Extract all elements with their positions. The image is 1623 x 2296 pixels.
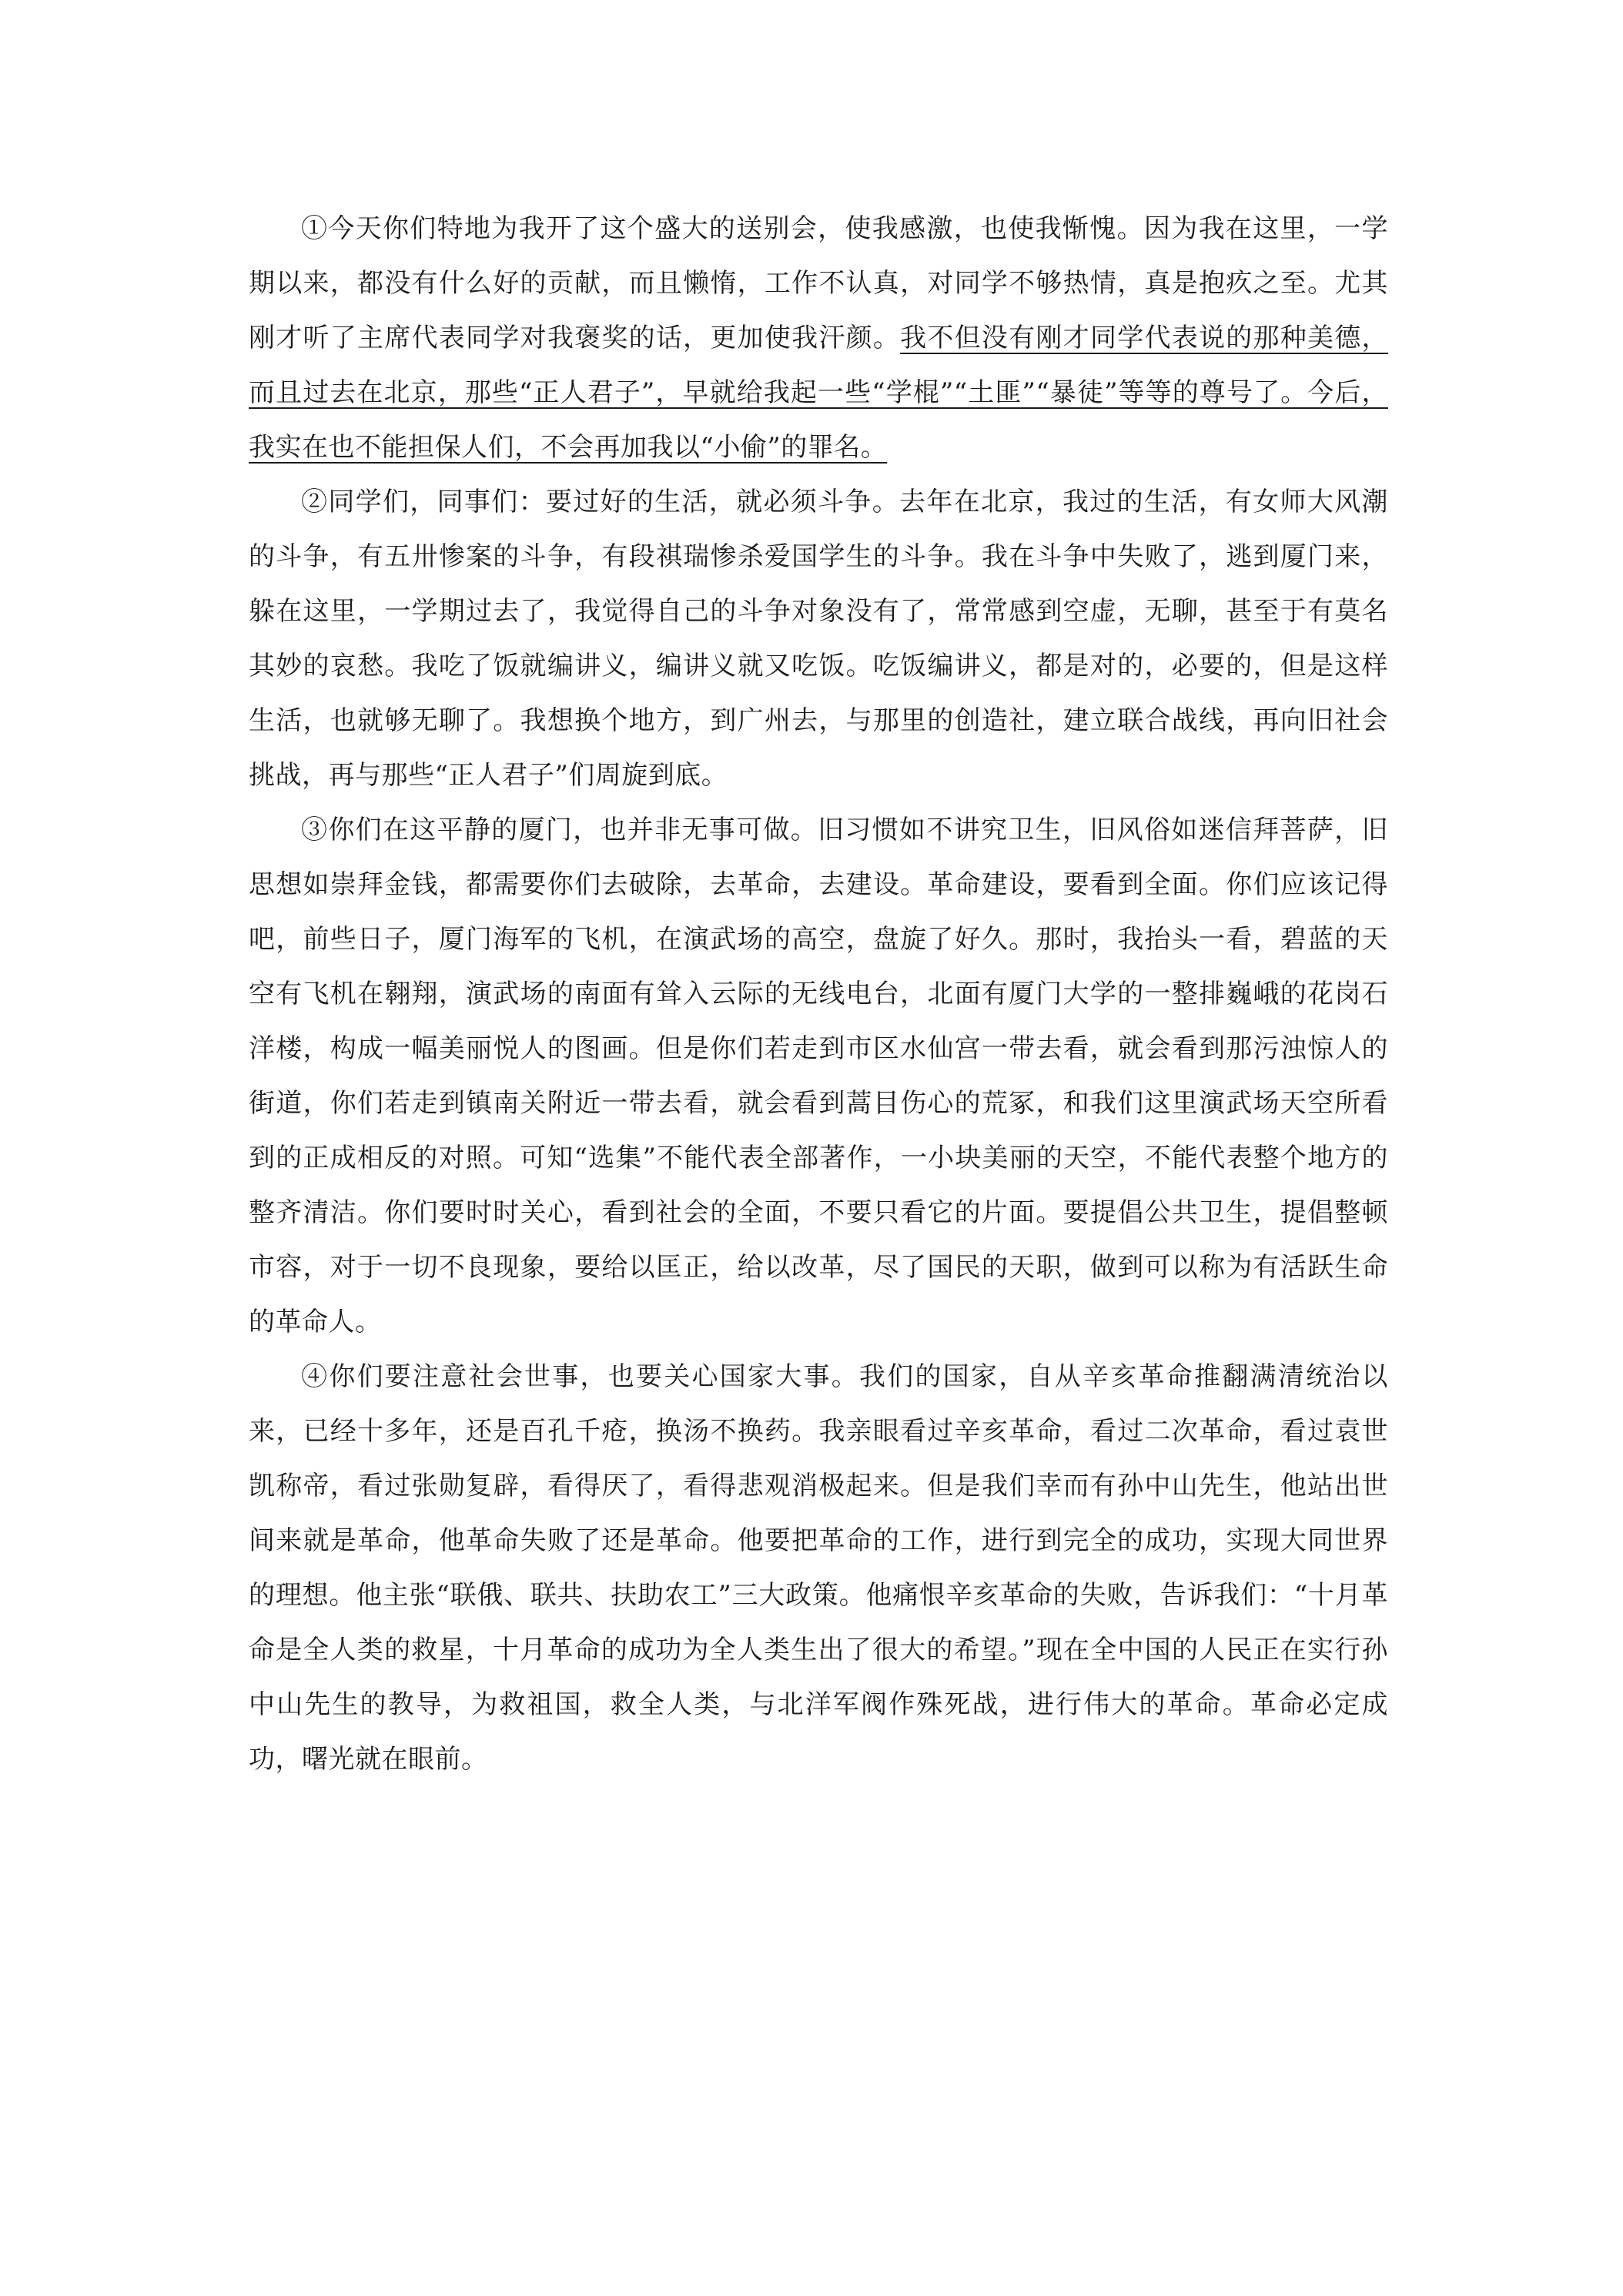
- paragraph-3-text: ③你们在这平静的厦门，也并非无事可做。旧习惯如不讲究卫生，旧风俗如迷信拜菩萨，旧思想如崇拜金钱，都需要你们去破除，去革命，去建设。革命建设，要看到全面。你们应该记得吧，前些日子，厦门海军的飞机，在演武场的高空，盘旋了好久。那时，我抬头一看，碧蓝的天空有飞机在翱翔，演武场的南面有耸入云际的无线电台，北面有厦门大学的一整排巍峨的花岗石洋楼，构成一幅美丽悦人的图画。但是你们若走到市区水仙宫一带去看，就会看到那污浊惊人的街道，你们若走到镇南关附近一带去看，就会看到蒿目伤心的荒冢，和我们这里演武场天空所看到的正成相反的对照。可知“选集”不能代表全部著作，一小块美丽的天空，不能代表整个地方的整齐清洁。你们要时时关心，看到社会的全面，不要只看它的片面。要提倡公共卫生，提倡整顿市容，对于一切不良现象，要给以匡正，给以改革，尽了国民的天职，做到可以称为有活跃生命的革命人。: [249, 815, 1388, 1337]
- paragraph-3: [249, 803, 1388, 1350]
- paragraph-2-text: ②同学们，同事们：要过好的生活，就必须斗争。去年在北京，我过的生活，有女师大风潮的斗争，有五卅惨案的斗争，有段祺瑞惨杀爱国学生的斗争。我在斗争中失败了，逃到厦门来，躲在这里，一学期过去了，我觉得自己的斗争对象没有了，常常感到空虚，无聊，甚至于有莫名其妙的哀愁。我吃了饭就编讲义，编讲义就又吃饭。吃饭编讲义，都是对的，必要的，但是这样生活，也就够无聊了。我想换个地方，到广州去，与那里的创造社，建立联合战线，再向旧社会挑战，再与那些“正人君子”们周旋到底。: [249, 487, 1388, 791]
- underlined-passage: 我不但没有刚才同学代表说的那种美德，而且过去在北京，那些“正人君子”，早就给我起一些“学棍”“土匪”“暴徒”等等的尊号了。今后，我实在也不能担保人们，不会再加我以“小偷”的罪名。: [249, 323, 1389, 463]
- paragraph-1-text: ①今天你们特地为我开了这个盛大的送别会，使我感激，也使我惭愧。因为我在这里，一学期以来，都没有什么好的贡献，而且懒惰，工作不认真，对同学不够热情，真是抱疚之至。尤其刚才听了主席代表同学对我褒奖的话，更加使我汗颜。: [249, 213, 1388, 353]
- paragraph-4-text: ④你们要注意社会世事，也要关心国家大事。我们的国家，自从辛亥革命推翻满清统治以来，已经十多年，还是百孔千疮，换汤不换药。我亲眼看过辛亥革命，看过二次革命，看过袁世凯称帝，看过张勋复辟，看得厌了，看得悲观消极起来。但是我们幸而有孙中山先生，他站出世间来就是革命，他革命失败了还是革命。他要把革命的工作，进行到完全的成功，实现大同世界的理想。他主张“联俄、联共、扶助农工”三大政策。他痛恨辛亥革命的失败，告诉我们：“十月革命是全人类的救星，十月革命的成功为全人类生出了很大的希望。”现在全中国的人民正在实行孙中山先生的教导，为救祖国，救全人类，与北洋军阀作殊死战，进行伟大的革命。革命必定成功，曙光就在眼前。: [249, 1361, 1388, 1775]
- paragraph-2: [249, 475, 1388, 803]
- document-page: [249, 202, 1388, 1787]
- paragraph-1: [249, 202, 1388, 475]
- paragraph-4: [249, 1350, 1388, 1787]
